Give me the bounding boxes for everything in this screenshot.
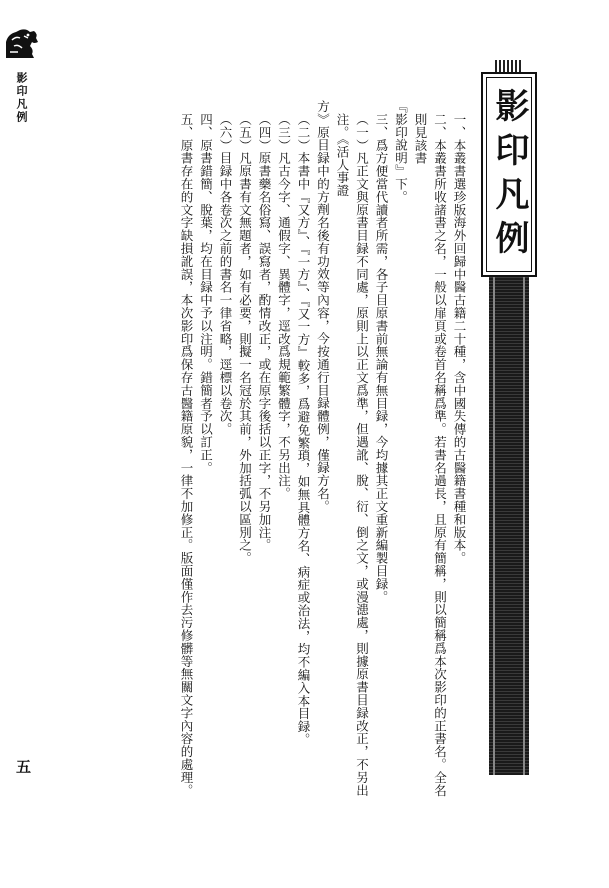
text-column: 二、本叢書所收諸書之名，一般以扉頁或卷首名稱爲準。若書名過長，且原有簡稱，則以簡稱爲本次影印的正書名。全名則見該書 [413, 113, 448, 797]
title-decorative-bar [489, 277, 529, 775]
text-column: （四）原書藥名俗寫、誤寫者，酌情改正，或在原字後括以正字，不另加注。 [257, 113, 272, 552]
series-seal-logo [4, 28, 40, 60]
text-column: 『影印說明』下。 [393, 100, 409, 204]
text-column: （二）本書中『又方』、『一方』、『又一方』較多，爲避免繁瑣，如無具體方名、病症或治法，均不編入本目録。 [296, 113, 311, 746]
page-title: 影印凡例 [489, 88, 529, 264]
text-column: （六）目録中各卷次之前的書名一律省略，逕標以卷次。 [218, 113, 233, 436]
text-column: （三）凡古今字、通假字、異體字，逕改爲規範繁體字，不另出注。 [276, 113, 292, 500]
text-column: （五）凡原書有文無題者，如有必要，則擬一名冠於其前，外加括弧以區別之。 [237, 113, 253, 565]
title-ornament [495, 60, 523, 72]
running-head: 影印凡例 [15, 72, 28, 124]
text-column: 三、爲方便當代讀者所需，各子目原書前無論有無目録，今均據其正文重新編製目録。 [374, 113, 389, 604]
body-text [177, 100, 470, 800]
text-column: 四、原書錯簡、脫葉，均在目録中予以注明。錯簡者予以訂正。 [198, 113, 214, 475]
title-banner [481, 72, 537, 277]
text-column: 五、原書存在的文字缺損訛誤，本次影印爲保存古醫籍原貌，一律不加修正。版面僅作去污修髒等無關文字內容的處理。 [179, 113, 194, 797]
text-column: 一、本叢書選珍版海外回歸中醫古籍二十種，含中國失傳的古醫籍書種和版本。 [452, 113, 467, 565]
text-column: （一）凡正文與原書目録不同處，原則上以正文爲準，但遇訛、脫、衍、倒之文，或漫漶處，則據原書目録改正，不另出注。《活人事證 [335, 113, 370, 797]
page-number: 五 [16, 758, 32, 776]
text-column: 方》原目録中的方劑名後有功效等內容，今按通行目録體例，僅録方名。 [315, 100, 331, 513]
